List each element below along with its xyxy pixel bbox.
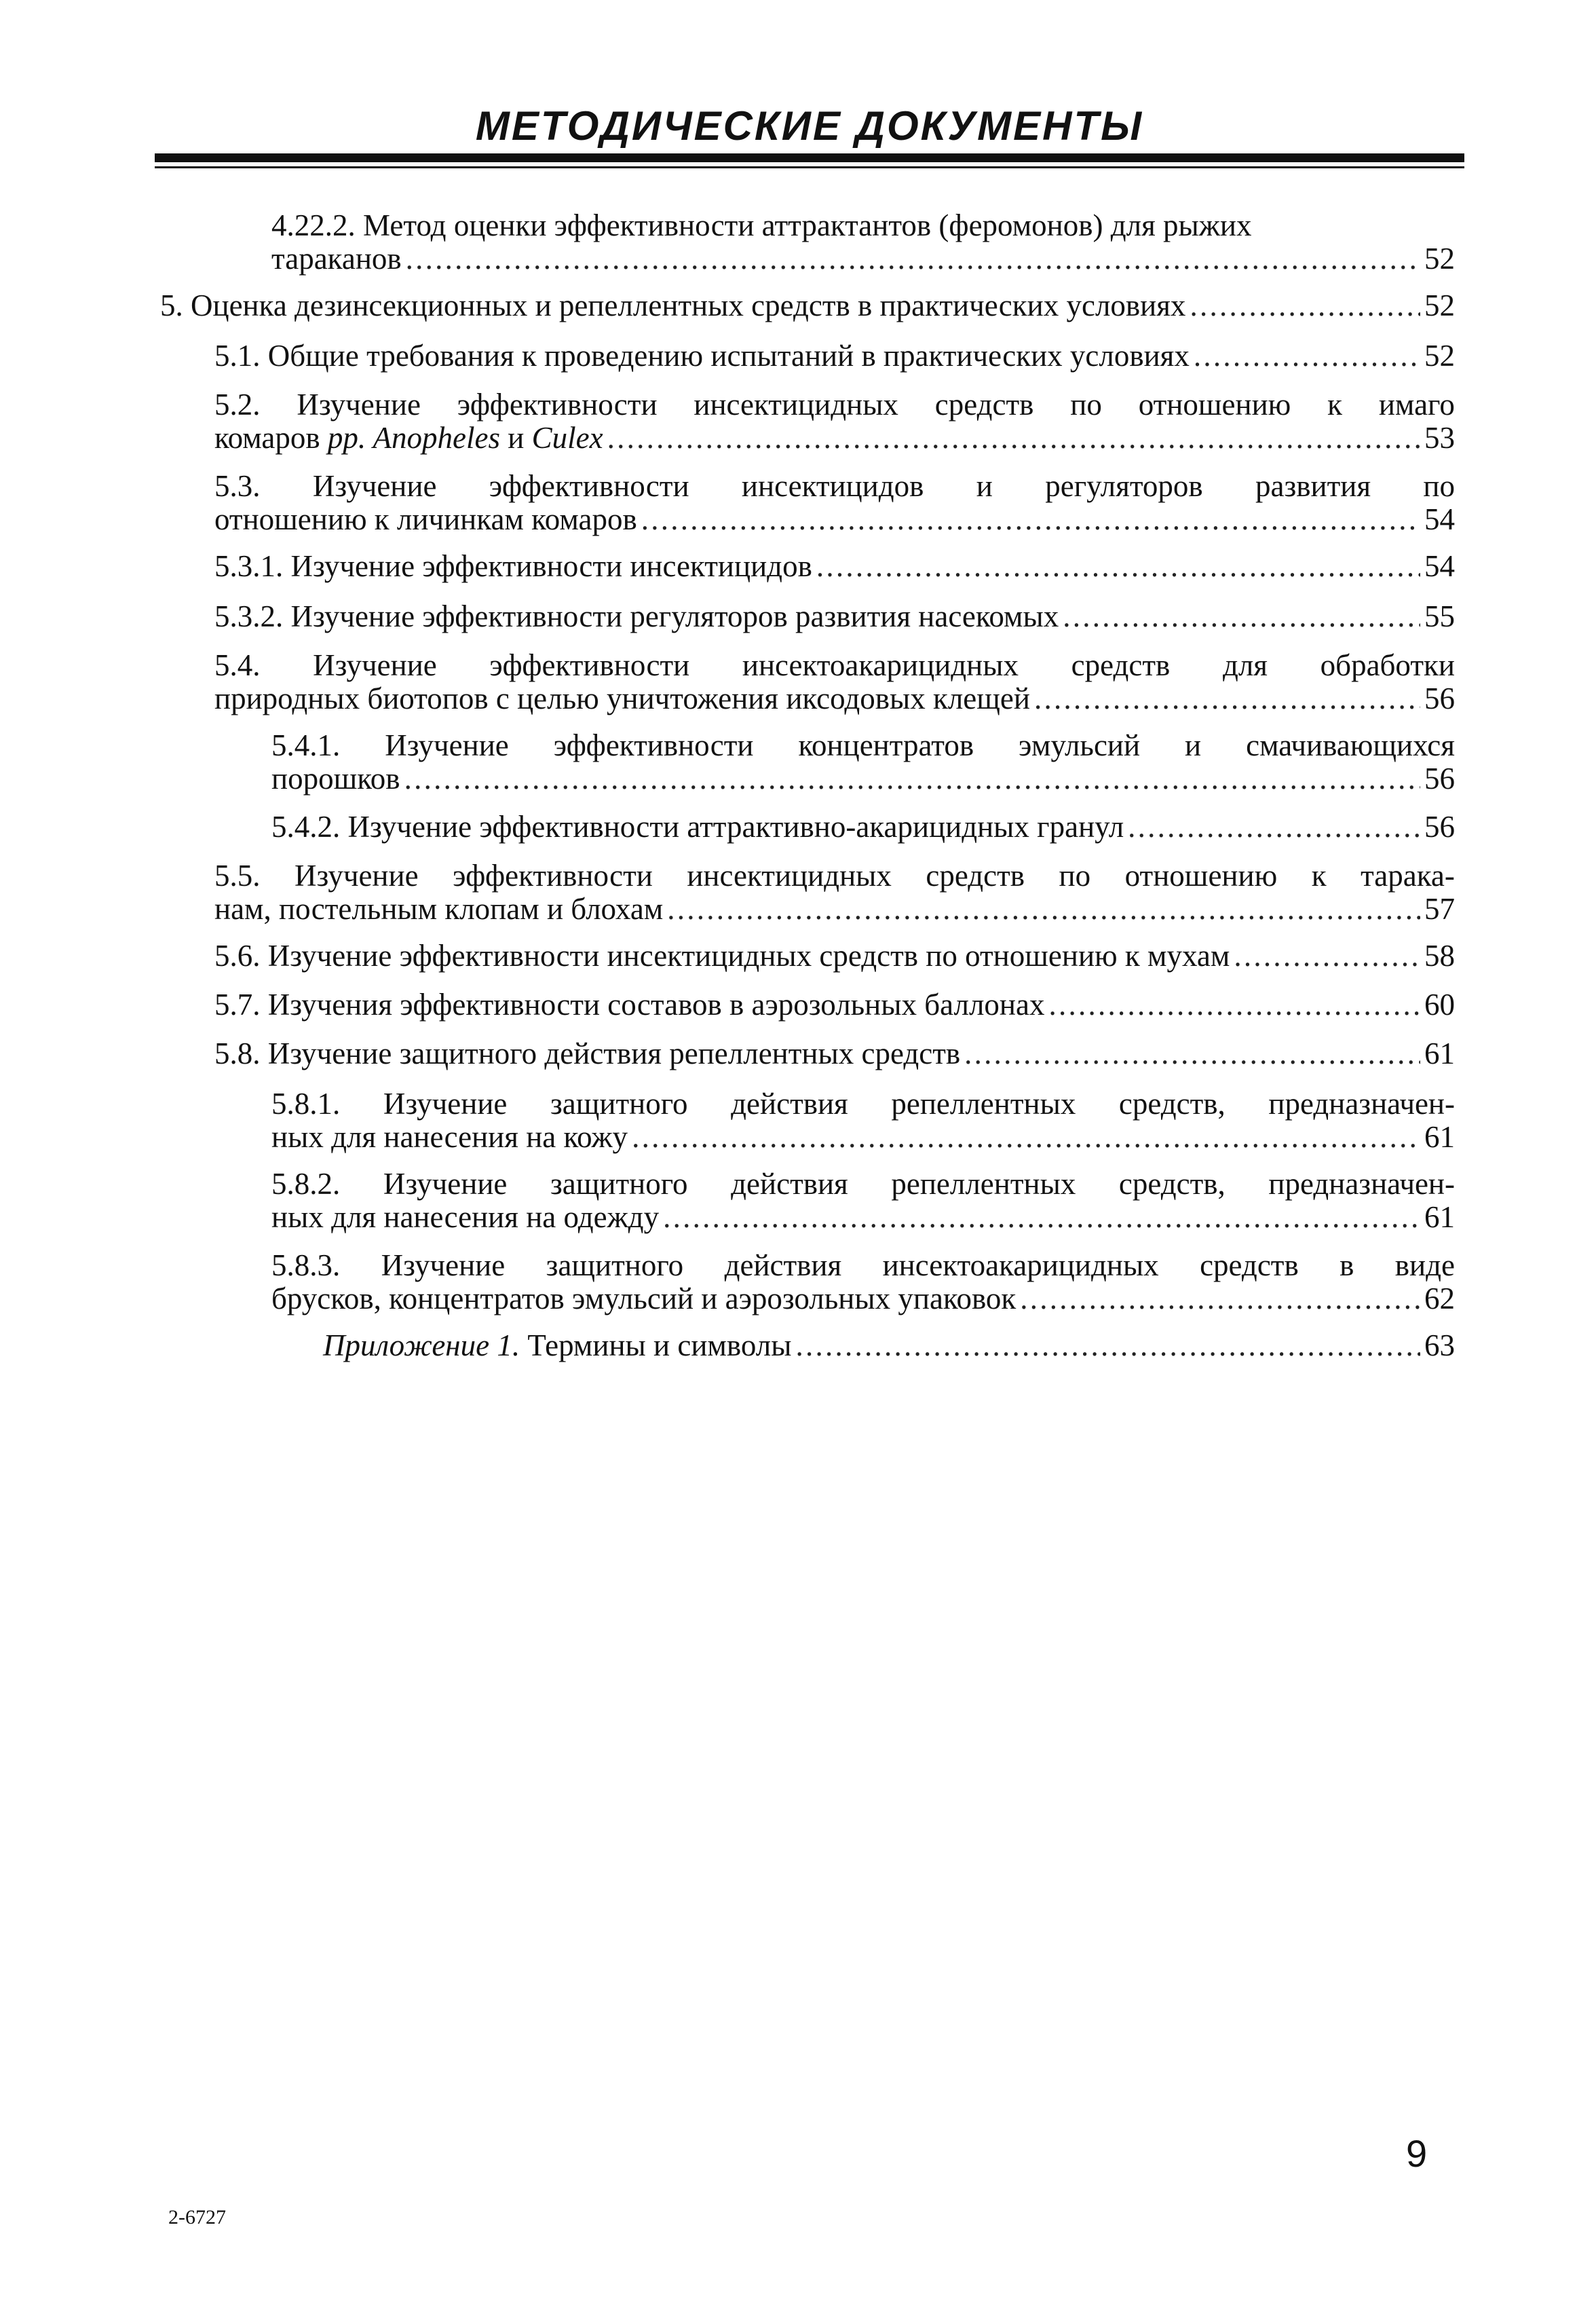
toc-page-number: 52: [1424, 242, 1455, 276]
toc-page-number: 52: [1424, 339, 1455, 373]
toc-leader: [667, 893, 1420, 926]
toc-entry-text: ных для нанесения на одежду: [271, 1200, 660, 1234]
toc-entry: [214, 339, 1455, 373]
toc-page-number: 56: [1424, 762, 1455, 796]
toc-entry-text: комаров pp. Anopheles и Culex: [214, 421, 603, 455]
toc-leader: [1128, 810, 1420, 844]
toc-page-number: 55: [1424, 599, 1455, 633]
toc-entry-text: 5.8.1. Изучение защитного действия репеллентных средств, предназначен-: [271, 1087, 1455, 1121]
toc-page-number: 53: [1424, 421, 1455, 455]
toc-entry: [271, 1249, 1455, 1315]
toc-entry: [271, 1168, 1455, 1234]
toc-leader: [1020, 1282, 1420, 1315]
toc-entry: [271, 209, 1455, 276]
toc-entry: [214, 988, 1455, 1022]
toc-entry: [214, 600, 1455, 633]
toc-entry: [214, 470, 1455, 536]
toc-leader: [404, 762, 1420, 796]
toc-entry-text: 5.7. Изучения эффективности составов в аэрозольных баллонах: [214, 988, 1045, 1022]
toc-leader: [1190, 289, 1420, 322]
toc-entry-text: порошков: [271, 762, 400, 796]
toc-entry-text: нам, постельным клопам и блохам: [214, 892, 664, 926]
toc-leader: [964, 1037, 1420, 1070]
toc-entry-text: отношению к личинкам комаров: [214, 502, 637, 536]
toc-entry: [271, 1087, 1455, 1154]
toc-entry-text: ных для нанесения на кожу: [271, 1120, 628, 1154]
toc-page-number: 61: [1424, 1120, 1455, 1154]
toc-leader: [406, 242, 1420, 276]
toc-leader: [632, 1121, 1420, 1154]
toc-entry: [271, 729, 1455, 796]
toc-entry: [271, 810, 1455, 844]
toc-entry-text: 5.8. Изучение защитного действия репеллентных средств: [214, 1036, 961, 1070]
toc-entry: [214, 859, 1455, 926]
toc-entry-text: 5.6. Изучение эффективности инсектицидных средств по отношению к мухам: [214, 939, 1230, 973]
toc-entry: [214, 1037, 1455, 1070]
toc-entry-text: 5.4.1. Изучение эффективности концентратов эмульсий и смачивающихся: [271, 728, 1455, 762]
toc-entry-text: 5.3.2. Изучение эффективности регуляторов развития насекомых: [214, 599, 1059, 633]
toc-page-number: 63: [1424, 1328, 1455, 1362]
toc-page-number: 61: [1424, 1036, 1455, 1070]
toc-entry-text: 5.5. Изучение эффективности инсектицидных средств по отношению к тарака-: [214, 859, 1455, 893]
toc-page-number: 62: [1424, 1282, 1455, 1315]
toc-entry-text: 5. Оценка дезинсекционных и репеллентных средств в практических условиях: [160, 288, 1186, 322]
toc-entry: [323, 1329, 1455, 1362]
toc-entry: [160, 289, 1455, 322]
toc-entry-text: 5.4.2. Изучение эффективности аттрактивно-акарицидных гранул: [271, 810, 1124, 844]
toc-leader: [795, 1329, 1420, 1362]
toc-page-number: 61: [1424, 1200, 1455, 1234]
print-code: 2-6727: [168, 2206, 226, 2228]
toc-leader: [1048, 988, 1420, 1022]
toc-entry: [214, 550, 1455, 583]
header-rule-thin: [155, 166, 1464, 168]
toc-page-number: 57: [1424, 892, 1455, 926]
toc-page-number: 54: [1424, 502, 1455, 536]
toc-entry-text: 5.3. Изучение эффективности инсектицидов и регуляторов развития по: [214, 469, 1455, 503]
header-rule-thick: [155, 153, 1464, 162]
toc-leader: [663, 1201, 1420, 1234]
page-header-title: МЕТОДИЧЕСКИЕ ДОКУМЕНТЫ: [475, 103, 1144, 149]
toc-page-number: 52: [1424, 288, 1455, 322]
toc-entry-text: 5.2. Изучение эффективности инсектицидных средств по отношению к имаго: [214, 388, 1455, 422]
toc-entry: [214, 939, 1455, 973]
page-number: 9: [1406, 2132, 1428, 2175]
toc-entry-text: 5.4. Изучение эффективности инсектоакарицидных средств для обработки: [214, 648, 1455, 682]
toc-leader: [1063, 600, 1420, 633]
toc-entry-text: 5.8.2. Изучение защитного действия репеллентных средств, предназначен-: [271, 1167, 1455, 1201]
toc-leader: [641, 503, 1420, 536]
toc-entry-text: тараканов: [271, 242, 402, 276]
toc-leader: [1194, 339, 1420, 373]
toc-page-number: 56: [1424, 681, 1455, 715]
toc-entry-text: 5.3.1. Изучение эффективности инсектицидов: [214, 549, 812, 583]
toc-entry: [214, 388, 1455, 455]
toc-entry: [214, 649, 1455, 715]
toc-page-number: 54: [1424, 549, 1455, 583]
toc-entry-text: природных биотопов с целью уничтожения иксодовых клещей: [214, 681, 1030, 715]
toc-leader: [1234, 939, 1420, 973]
toc-leader: [607, 422, 1420, 455]
toc-entry-text: 5.8.3. Изучение защитного действия инсектоакарицидных средств в виде: [271, 1248, 1455, 1282]
toc-leader: [816, 550, 1420, 583]
toc-entry-text: брусков, концентратов эмульсий и аэрозольных упаковок: [271, 1282, 1016, 1315]
toc-entry-text: Приложение 1. Термины и символы: [323, 1328, 792, 1362]
toc-page-number: 56: [1424, 810, 1455, 844]
toc-entry-text: 5.1. Общие требования к проведению испытаний в практических условиях: [214, 339, 1190, 373]
toc-page-number: 58: [1424, 939, 1455, 973]
toc-leader: [1034, 682, 1420, 715]
toc-page-number: 60: [1424, 988, 1455, 1022]
toc-entry-text: 4.22.2. Метод оценки эффективности аттрактантов (феромонов) для рыжих: [271, 208, 1252, 242]
